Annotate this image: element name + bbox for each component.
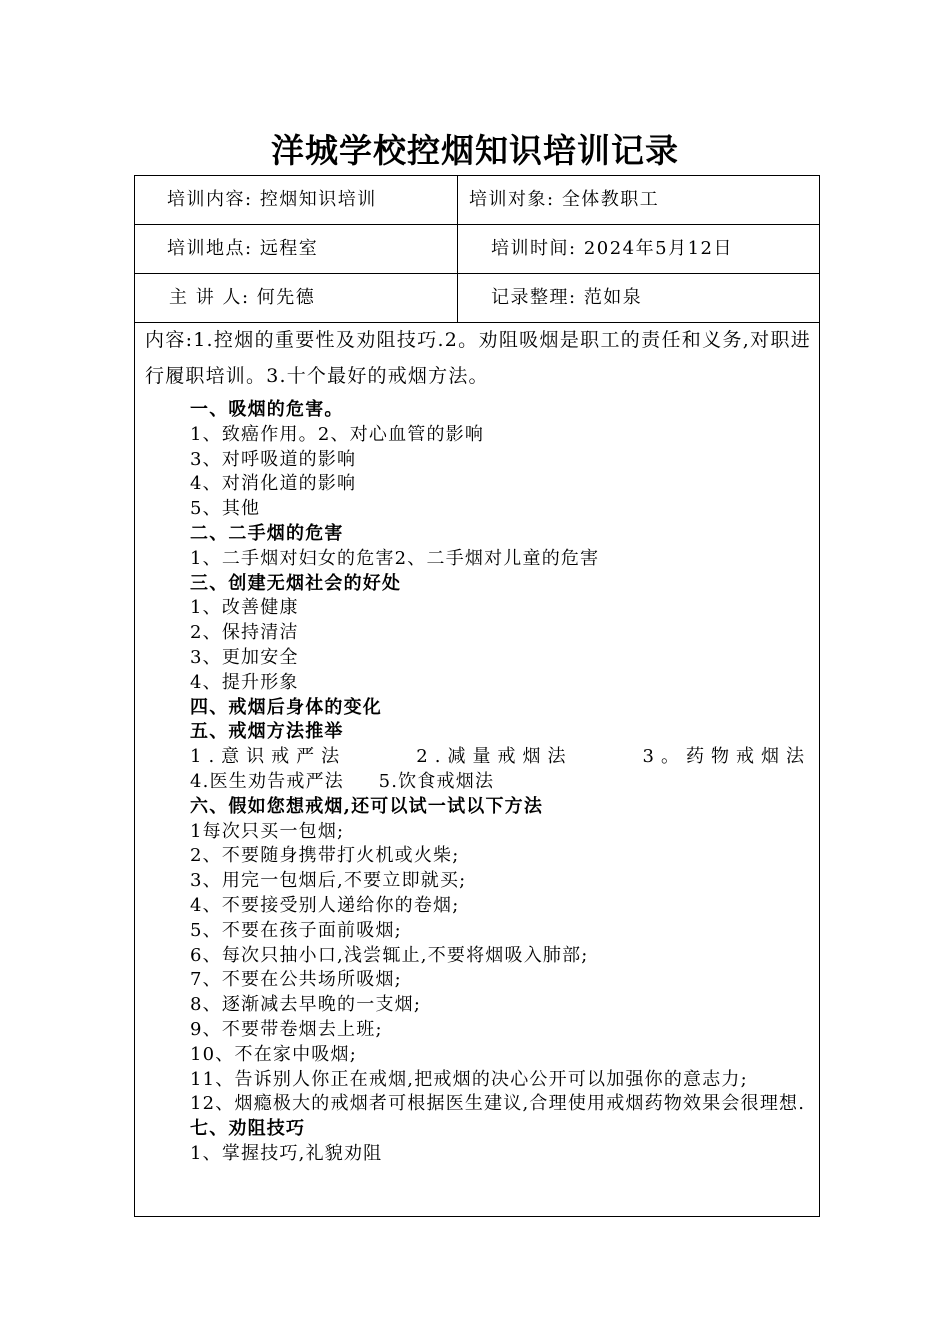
list-item: 1、改善健康: [190, 597, 299, 619]
location-field: [167, 237, 318, 261]
column-divider: [457, 176, 458, 322]
record-table: [134, 175, 820, 1217]
list-item: 7、不要在公共场所吸烟;: [190, 969, 402, 991]
content-field: [167, 188, 377, 212]
list-item: 11、告诉别人你正在戒烟,把戒烟的决心公开可以加强你的意志力;: [190, 1068, 748, 1090]
training-summary: 内容:1.控烟的重要性及劝阻技巧.2。劝阻吸烟是职工的责任和义务,对职进行履职培训。3.十个最好的戒烟方法。: [145, 329, 811, 387]
row-divider: [135, 224, 819, 225]
list-item: 4、提升形象: [190, 671, 299, 693]
time-label: 培训时间:: [491, 238, 577, 259]
recorder-label: 记录整理:: [491, 287, 577, 308]
method-item: 1.意识戒严法: [190, 746, 347, 768]
section-heading: 七、劝阻技巧: [190, 1118, 306, 1140]
page-title: 洋城学校控烟知识培训记录: [271, 131, 679, 170]
list-item: 2、不要随身携带打火机或火柴;: [190, 845, 460, 867]
section-heading: 四、戒烟后身体的变化: [190, 696, 382, 718]
time-field: [491, 237, 733, 261]
method-list: [135, 745, 821, 770]
target-field: [469, 188, 659, 212]
list-item: 3、对呼吸道的影响: [190, 448, 357, 470]
list-item: 3、更加安全: [190, 646, 299, 668]
location-value: 远程室: [259, 238, 319, 259]
list-item: 4、不要接受别人递给你的卷烟;: [190, 894, 460, 916]
list-item: 4、对消化道的影响: [190, 473, 357, 495]
list-item: 10、不在家中吸烟;: [190, 1043, 357, 1065]
list-item: 5、其他: [190, 498, 261, 520]
method-item: 2.减量戒烟法: [416, 746, 573, 768]
list-item: 2、保持清洁: [190, 622, 299, 644]
target-value: 全体教职工: [561, 189, 660, 210]
time-value: 2024年5月12日: [583, 238, 733, 259]
location-label: 培训地点:: [167, 238, 253, 259]
list-item: 5、不要在孩子面前吸烟;: [190, 919, 402, 941]
list-item: 1每次只买一包烟;: [190, 820, 345, 842]
list-item: 6、每次只抽小口,浅尝辄止,不要将烟吸入肺部;: [190, 944, 589, 966]
list-item: 12、烟瘾极大的戒烟者可根据医生建议,合理使用戒烟药物效果会很理想.: [190, 1093, 806, 1115]
method-item: 3。药物戒烟法: [642, 746, 811, 768]
list-item: 1、二手烟对妇女的危害2、二手烟对儿童的危害: [190, 547, 600, 569]
training-content: [135, 398, 821, 1167]
list-item: 3、用完一包烟后,不要立即就买;: [190, 870, 467, 892]
section-heading: 二、二手烟的危害: [190, 522, 344, 544]
target-label: 培训对象:: [469, 189, 555, 210]
recorder-value: 范如泉: [583, 287, 643, 308]
row-divider: [135, 273, 819, 274]
recorder-field: [491, 286, 642, 310]
speaker-label: 主 讲 人:: [169, 287, 250, 308]
method-item: 4.医生劝告戒严法 5.饮食戒烟法: [190, 770, 495, 792]
section-heading: 三、创建无烟社会的好处: [190, 572, 402, 594]
list-item: 1、掌握技巧,礼貌劝阻: [190, 1142, 383, 1164]
section-heading: 五、戒烟方法推举: [190, 721, 344, 743]
section-heading: 六、假如您想戒烟,还可以试一试以下方法: [190, 795, 544, 817]
list-item: 1、致癌作用。2、对心血管的影响: [190, 423, 485, 445]
speaker-field: [169, 286, 315, 310]
section-heading: 一、吸烟的危害。: [190, 399, 344, 420]
list-item: 9、不要带卷烟去上班;: [190, 1018, 383, 1040]
content-value: 控烟知识培训: [259, 189, 377, 210]
content-label: 培训内容:: [167, 189, 253, 210]
list-item: 8、逐渐减去早晚的一支烟;: [190, 994, 422, 1016]
speaker-value: 何先德: [256, 287, 316, 308]
